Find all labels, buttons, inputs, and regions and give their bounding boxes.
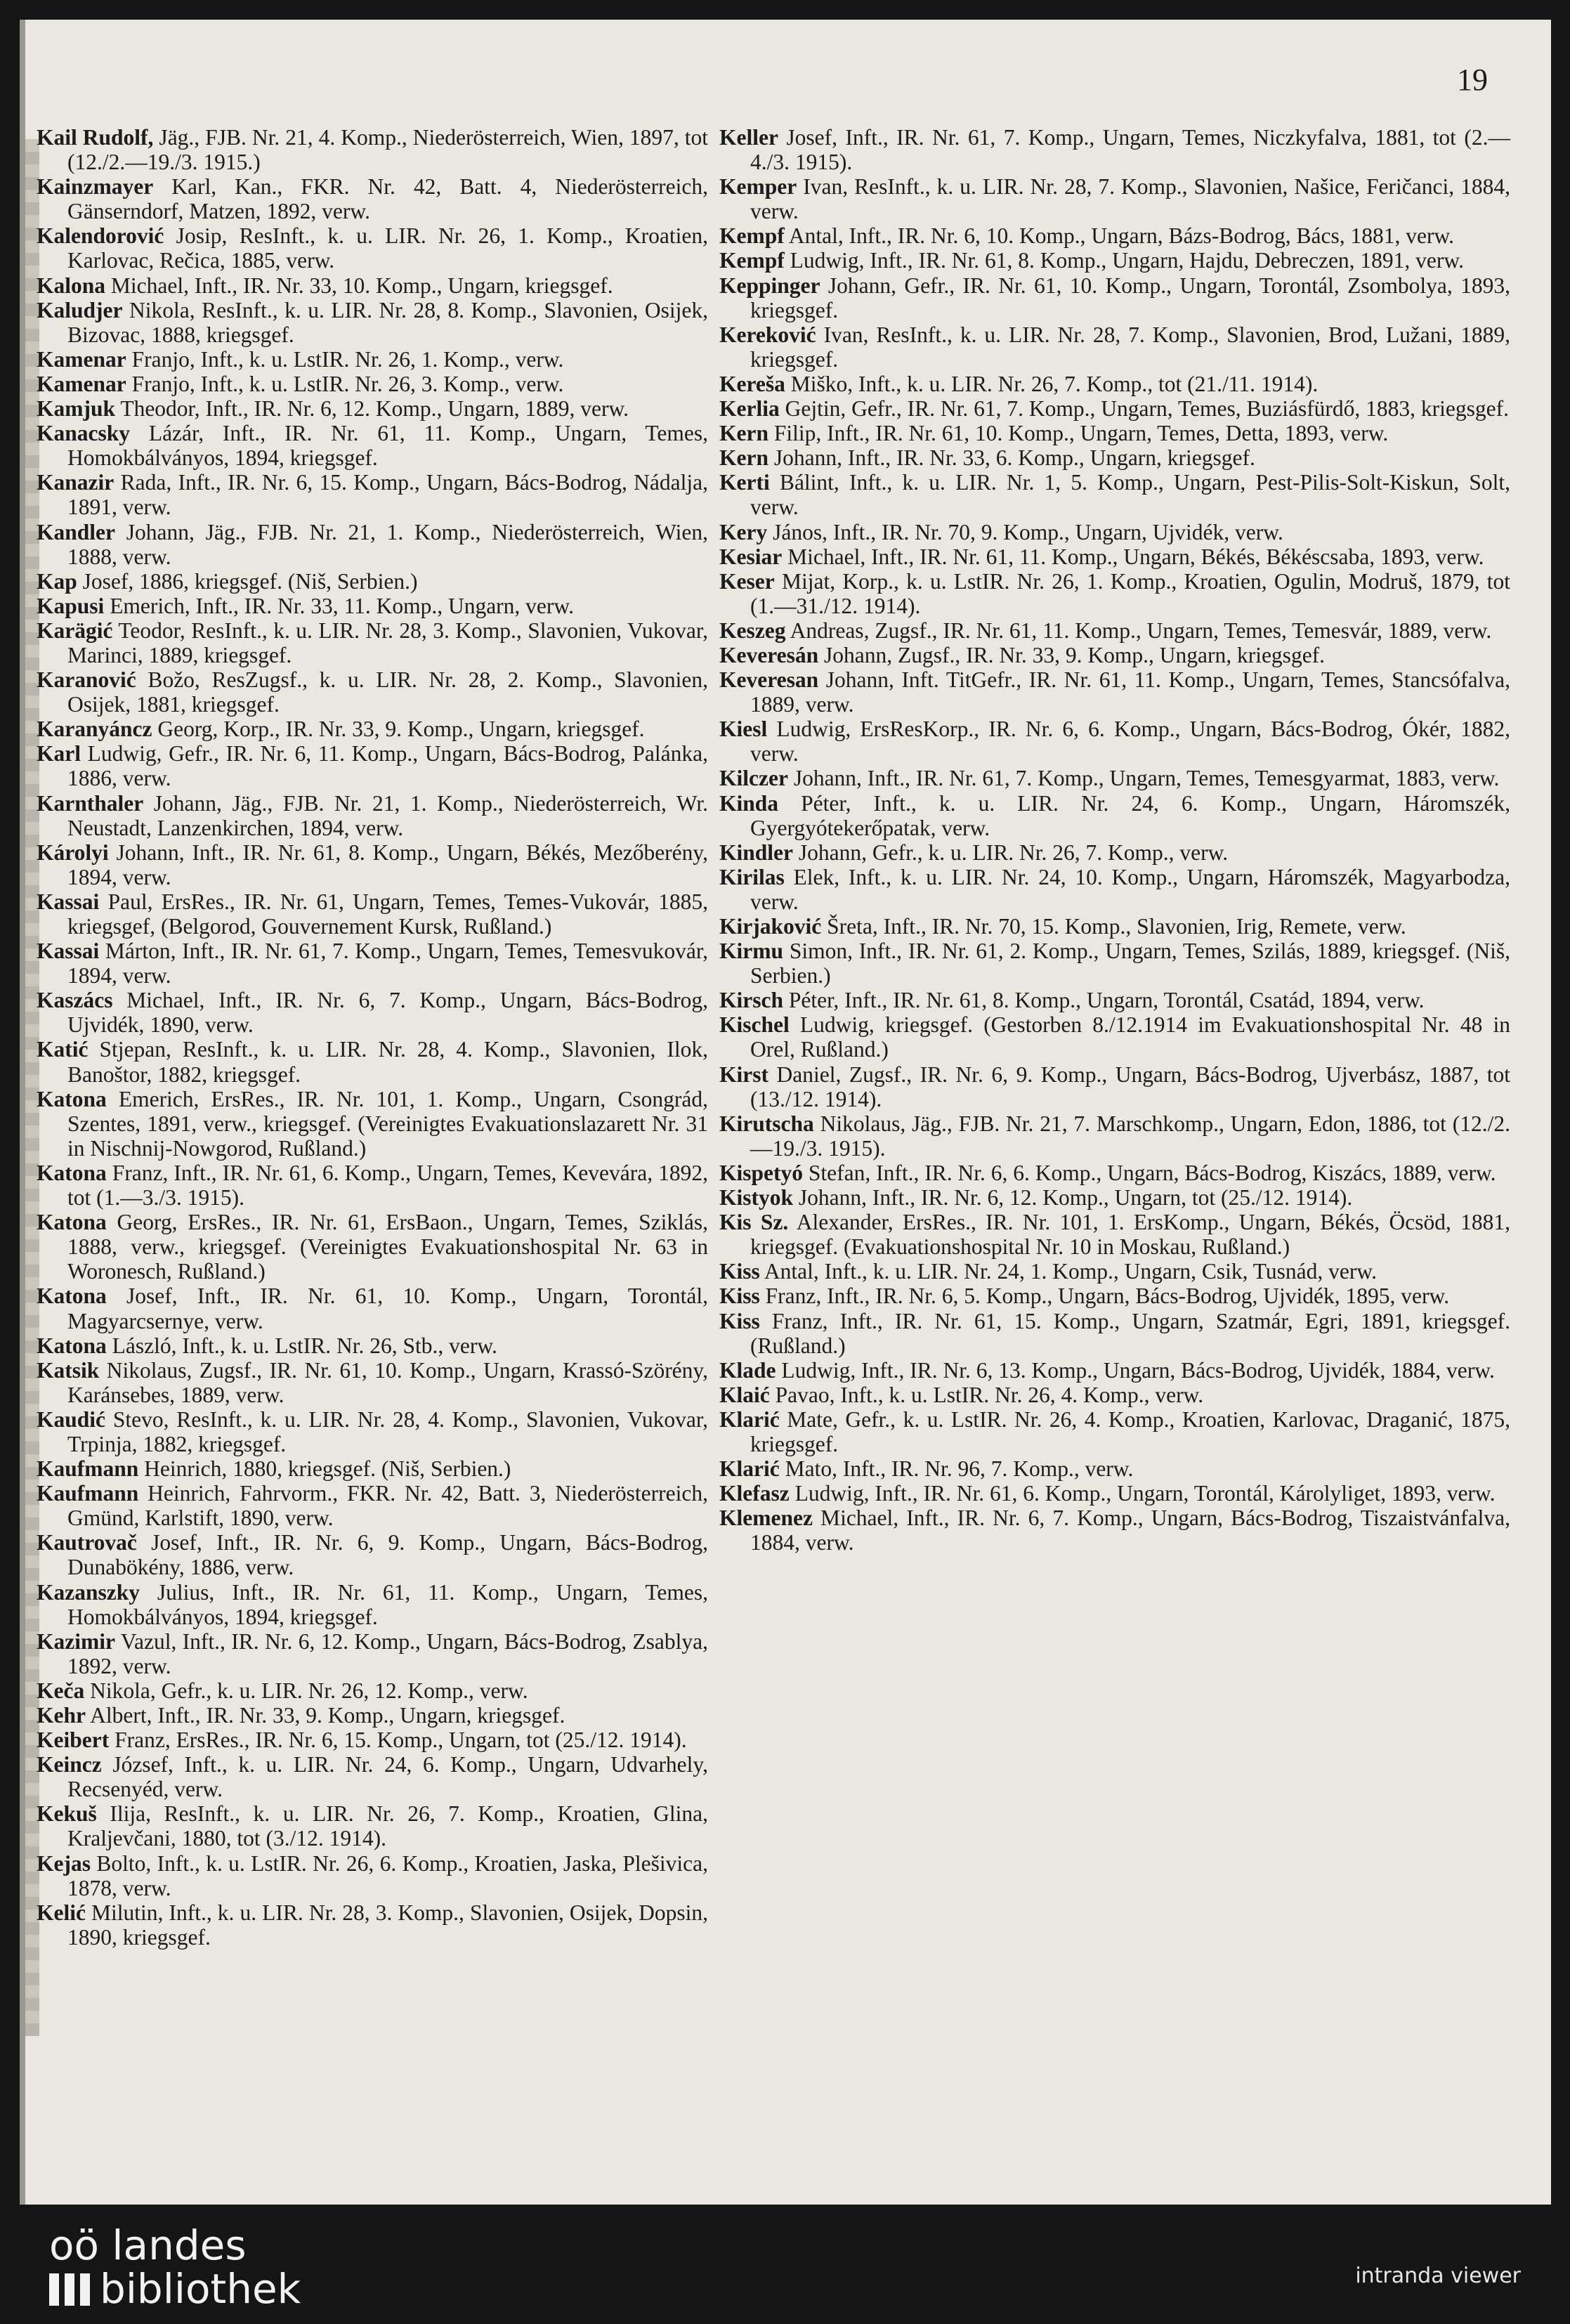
entry-surname: Katona [37, 1284, 107, 1309]
entry-details: Karl, Kan., FKR. Nr. 42, Batt. 4, Niederösterreich, Gänserndorf, Matzen, 1892, verw. [67, 174, 708, 224]
register-entry [37, 1801, 708, 1850]
register-entry [719, 445, 1510, 470]
entry-surname: Kirjaković [719, 914, 822, 939]
register-entry [719, 1012, 1510, 1062]
register-entry [719, 125, 1510, 174]
entry-surname: Kazanszky [37, 1579, 140, 1605]
entry-details: Emerich, Inft., IR. Nr. 33, 11. Komp., Ungarn, verw. [104, 593, 574, 618]
register-entry [719, 1062, 1510, 1111]
register-entry [37, 1087, 708, 1161]
entry-surname: Kazimir [37, 1628, 115, 1654]
entry-details: Johann, Inft., IR. Nr. 6, 12. Komp., Ungarn, tot (25./12. 1914). [793, 1185, 1353, 1210]
register-entry [37, 1481, 708, 1530]
entry-surname: Keser [719, 568, 775, 594]
entry-surname: Kerti [719, 470, 770, 495]
entry-surname: Kerlia [719, 396, 780, 422]
entry-details: Franz, Inft., IR. Nr. 61, 15. Komp., Ungarn, Szatmár, Egri, 1891, kriegsgef. (Rußland.) [750, 1308, 1510, 1358]
entry-surname: Keincz [37, 1752, 102, 1777]
entry-surname: Kelić [37, 1900, 86, 1925]
entry-details: Franz, Inft., IR. Nr. 6, 5. Komp., Ungarn, Bács-Bodrog, Ujvidék, 1895, verw. [759, 1284, 1450, 1309]
entry-surname: Katona [37, 1086, 107, 1111]
register-entry [719, 1210, 1510, 1259]
register-entry [37, 1900, 708, 1950]
entry-details: Ivan, ResInft., k. u. LIR. Nr. 28, 7. Komp., Slavonien, Našice, Feričanci, 1884, verw. [750, 174, 1510, 224]
entry-surname: Katona [37, 1160, 107, 1185]
entry-surname: Katsik [37, 1357, 100, 1383]
entry-surname: Kassai [37, 889, 100, 914]
entry-surname: Karägić [37, 618, 113, 643]
entry-surname: Kemper [719, 174, 797, 200]
entry-surname: Kamenar [37, 371, 126, 396]
entry-details: Stevo, ResInft., k. u. LIR. Nr. 28, 4. Komp., Slavonien, Vukovar, Trpinja, 1882, kriegsgef. [67, 1406, 708, 1456]
entry-details: Filip, Inft., IR. Nr. 61, 10. Komp., Ungarn, Temes, Detta, 1893, verw. [768, 421, 1389, 446]
entry-surname: Kehr [37, 1703, 86, 1728]
entry-details: Josef, 1886, kriegsgef. (Niš, Serbien.) [77, 568, 418, 594]
entry-details: Ludwig, kriegsgef. (Gestorben 8./12.1914 im Evakuationshospital Nr. 48 in Orel, Rußland.) [750, 1012, 1510, 1062]
entry-details: Jäg., FJB. Nr. 21, 4. Komp., Niederösterreich, Wien, 1897, tot (12./2.—19./3. 1915.) [67, 125, 708, 175]
entry-details: Franjo, Inft., k. u. LstIR. Nr. 26, 3. Komp., verw. [126, 371, 564, 396]
entry-details: Vazul, Inft., IR. Nr. 6, 12. Komp., Ungarn, Bács-Bodrog, Zsablya, 1892, verw. [67, 1628, 708, 1678]
entry-surname: Karanyáncz [37, 717, 152, 742]
entry-details: Nikola, Gefr., k. u. LIR. Nr. 26, 12. Komp., verw. [84, 1678, 528, 1703]
entry-details: Simon, Inft., IR. Nr. 61, 2. Komp., Ungarn, Temes, Szilás, 1889, kriegsgef. (Niš, Serbien.) [750, 939, 1510, 988]
register-entry [719, 1383, 1510, 1407]
register-entry [719, 1161, 1510, 1185]
entry-surname: Kaszács [37, 988, 113, 1013]
entry-surname: Kapusi [37, 593, 105, 618]
register-entry [719, 248, 1510, 273]
entry-details: Péter, Inft., k. u. LIR. Nr. 24, 6. Komp., Ungarn, Háromszék, Gyergyótekerőpatak, verw. [750, 790, 1510, 840]
entry-surname: Kiesl [719, 717, 768, 742]
entry-details: Teodor, ResInft., k. u. LIR. Nr. 28, 3. Komp., Slavonien, Vukovar, Marinci, 1889, kriegsgef. [67, 618, 708, 667]
entry-details: Johann, Jäg., FJB. Nr. 21, 1. Komp., Niederösterreich, Wien, 1888, verw. [67, 519, 708, 569]
register-entry [719, 1185, 1510, 1210]
entry-details: Johann, Inft., IR. Nr. 61, 8. Komp., Ungarn, Békés, Mezőberény, 1894, verw. [67, 840, 708, 889]
entry-details: Michael, Inft., IR. Nr. 6, 7. Komp., Ungarn, Bács-Bodrog, Tiszaistvánfalva, 1884, verw. [750, 1506, 1510, 1555]
register-entry [37, 1530, 708, 1579]
entry-surname: Kejas [37, 1850, 91, 1876]
entry-details: Božo, ResZugsf., k. u. LIR. Nr. 28, 2. Komp., Slavonien, Osijek, 1881, kriegsgef. [67, 667, 708, 717]
entry-details: László, Inft., k. u. LstIR. Nr. 26, Stb., verw. [106, 1333, 497, 1358]
entry-surname: Kiss [719, 1308, 760, 1333]
register-entry [719, 273, 1510, 322]
entry-details: Stefan, Inft., IR. Nr. 6, 6. Komp., Ungarn, Bács-Bodrog, Kiszács, 1889, verw. [803, 1160, 1496, 1185]
register-entry [719, 421, 1510, 445]
entry-surname: Kesiar [719, 544, 783, 569]
entry-details: Miško, Inft., k. u. LIR. Nr. 26, 7. Komp., tot (21./11. 1914). [785, 371, 1319, 396]
entry-surname: Károlyi [37, 840, 109, 865]
entry-surname: Keller [719, 125, 778, 150]
entry-details: Josef, Inft., IR. Nr. 6, 9. Komp., Ungarn, Bács-Bodrog, Dunabökény, 1886, verw. [67, 1530, 708, 1580]
register-entry [719, 667, 1510, 717]
logo-bars-icon [49, 2273, 94, 2306]
register-entry [37, 1407, 708, 1456]
register-entry [719, 618, 1510, 643]
entry-surname: Kereša [719, 371, 785, 396]
entry-surname: Klefasz [719, 1481, 790, 1506]
entry-surname: Keszeg [719, 618, 786, 643]
register-entry [719, 1506, 1510, 1555]
book-page [20, 20, 1551, 2205]
register-entry [37, 1210, 708, 1284]
entry-details: Milutin, Inft., k. u. LIR. Nr. 28, 3. Komp., Slavonien, Osijek, Dopsin, 1890, kriegsgef. [67, 1900, 708, 1950]
entry-surname: Kamenar [37, 346, 126, 372]
entry-surname: Kinda [719, 790, 779, 816]
register-entry [37, 520, 708, 569]
entry-surname: Katona [37, 1333, 107, 1358]
entry-surname: Kaudić [37, 1406, 106, 1432]
register-entry [719, 322, 1510, 372]
logo-line-2: bibliothek [100, 2265, 301, 2313]
register-entry [37, 1333, 708, 1358]
register-entry [37, 1728, 708, 1752]
entry-details: Andreas, Zugsf., IR. Nr. 61, 11. Komp., Ungarn, Temes, Temesvár, 1889, verw. [785, 618, 1492, 643]
entry-details: Julius, Inft., IR. Nr. 61, 11. Komp., Ungarn, Temes, Homokbálványos, 1894, kriegsgef. [67, 1579, 708, 1629]
entry-details: Johann, Gefr., IR. Nr. 61, 10. Komp., Ungarn, Torontál, Zsombolya, 1893, kriegsgef. [750, 273, 1510, 322]
entry-details: Elek, Inft., k. u. LIR. Nr. 24, 10. Komp., Ungarn, Háromszék, Magyarbodza, verw. [750, 864, 1510, 914]
entry-details: József, Inft., k. u. LIR. Nr. 24, 6. Komp., Ungarn, Udvarhely, Recsenyéd, verw. [67, 1752, 708, 1802]
entry-surname: Kirsch [719, 988, 783, 1013]
register-entry [37, 1678, 708, 1703]
register-entry [37, 939, 708, 988]
register-entry [37, 396, 708, 421]
entry-details: Šreta, Inft., IR. Nr. 70, 15. Komp., Slavonien, Irig, Remete, verw. [821, 914, 1406, 939]
entry-surname: Kery [719, 519, 768, 544]
register-entry [719, 1481, 1510, 1506]
register-entry [37, 889, 708, 939]
entry-details: Márton, Inft., IR. Nr. 61, 7. Komp., Ungarn, Temes, Temesvukovár, 1894, verw. [67, 939, 708, 988]
entry-surname: Keibert [37, 1728, 110, 1753]
entry-details: Ludwig, Inft., IR. Nr. 61, 8. Komp., Ungarn, Hajdu, Debreczen, 1891, verw. [784, 248, 1464, 273]
entry-details: Michael, Inft., IR. Nr. 6, 7. Komp., Ungarn, Bács-Bodrog, Ujvidék, 1890, verw. [67, 988, 708, 1038]
entry-surname: Kis Sz. [719, 1210, 789, 1235]
register-entry [719, 1284, 1510, 1308]
right-column [719, 125, 1510, 1555]
entry-surname: Kainzmayer [37, 174, 154, 200]
entry-surname: Kaufmann [37, 1456, 139, 1482]
entry-surname: Karl [37, 741, 81, 766]
register-entry [37, 273, 708, 298]
entry-details: Theodor, Inft., IR. Nr. 6, 12. Komp., Ungarn, 1889, verw. [115, 396, 629, 422]
entry-surname: Kiss [719, 1284, 760, 1309]
register-entry [719, 520, 1510, 544]
entry-surname: Kandler [37, 519, 116, 544]
register-entry [37, 667, 708, 717]
entry-details: Péter, Inft., IR. Nr. 61, 8. Komp., Ungarn, Torontál, Csatád, 1894, verw. [783, 988, 1425, 1013]
entry-surname: Keveresán [719, 642, 819, 667]
viewer-label: intranda viewer [1355, 2264, 1521, 2288]
entry-details: Stjepan, ResInft., k. u. LIR. Nr. 28, 4. Komp., Slavonien, Ilok, Banoštor, 1882, kriegsgef. [67, 1037, 708, 1087]
entry-details: Franz, ErsRes., IR. Nr. 6, 15. Komp., Ungarn, tot (25./12. 1914). [109, 1728, 687, 1753]
entry-surname: Kispetyó [719, 1160, 804, 1185]
entry-surname: Kaludjer [37, 297, 123, 322]
entry-surname: Keveresan [719, 667, 819, 693]
register-entry [37, 1456, 708, 1481]
register-entry [37, 1703, 708, 1728]
entry-details: Johann, Inft. TitGefr., IR. Nr. 61, 11. Komp., Ungarn, Temes, Stancsófalva, 1889, verw. [750, 667, 1510, 717]
entry-details: Heinrich, Fahrvorm., FKR. Nr. 42, Batt. 3, Niederösterreich, Gmünd, Karlstift, 1890, verw. [67, 1481, 708, 1531]
register-entry [719, 939, 1510, 988]
entry-surname: Kail Rudolf, [37, 125, 154, 150]
logo-line-1: oö landes [49, 2221, 247, 2269]
register-entry [719, 1111, 1510, 1161]
entry-details: Ludwig, Inft., IR. Nr. 6, 13. Komp., Ungarn, Bács-Bodrog, Ujvidék, 1884, verw. [776, 1357, 1495, 1383]
register-entry [37, 174, 708, 223]
entry-details: Antal, Inft., k. u. LIR. Nr. 24, 1. Komp., Ungarn, Csik, Tusnád, verw. [759, 1259, 1377, 1284]
register-entry [719, 396, 1510, 421]
register-entry [719, 1456, 1510, 1481]
register-entry [37, 840, 708, 889]
entry-details: Paul, ErsRes., IR. Nr. 61, Ungarn, Temes, Temes-Vukovár, 1885, kriegsgef, (Belgorod, Gouvernement Kursk, Rußland.) [67, 889, 708, 939]
entry-surname: Kereković [719, 322, 816, 347]
register-entry [37, 1284, 708, 1333]
register-entry [719, 1309, 1510, 1358]
register-entry [719, 1407, 1510, 1456]
register-entry [719, 569, 1510, 618]
register-entry [719, 766, 1510, 790]
entry-surname: Kanazir [37, 470, 115, 495]
register-entry [37, 791, 708, 840]
entry-details: Rada, Inft., IR. Nr. 6, 15. Komp., Ungarn, Bács-Bodrog, Nádalja, 1891, verw. [67, 470, 708, 520]
register-entry [37, 125, 708, 174]
entry-surname: Klarić [719, 1456, 780, 1482]
entry-surname: Kiss [719, 1259, 760, 1284]
register-entry [719, 1259, 1510, 1284]
register-entry [719, 372, 1510, 396]
entry-surname: Kirst [719, 1062, 768, 1087]
entry-details: Michael, Inft., IR. Nr. 61, 11. Komp., Ungarn, Békés, Békéscsaba, 1893, verw. [782, 544, 1484, 569]
page-number: 19 [1457, 63, 1488, 97]
register-entry [719, 223, 1510, 248]
entry-surname: Kalendorović [37, 223, 164, 249]
entry-details: Georg, ErsRes., IR. Nr. 61, ErsBaon., Ungarn, Temes, Sziklás, 1888, verw., kriegsgef. (Vereinigtes Evakuationshospital Nr. 63 in Woronesch, Rußland.) [67, 1210, 708, 1284]
register-entry [37, 470, 708, 519]
left-column [37, 125, 708, 1950]
entry-details: Johann, Jäg., FJB. Nr. 21, 1. Komp., Niederösterreich, Wr. Neustadt, Lanzenkirchen, 1894, verw. [67, 790, 708, 840]
entry-details: Josef, Inft., IR. Nr. 61, 10. Komp., Ungarn, Torontál, Magyarcsernye, verw. [67, 1284, 708, 1333]
register-entry [719, 643, 1510, 667]
entry-details: Albert, Inft., IR. Nr. 33, 9. Komp., Ungarn, kriegsgef. [85, 1703, 565, 1728]
library-logo [49, 2221, 301, 2313]
entry-surname: Kirilas [719, 864, 785, 889]
entry-details: Johann, Inft., IR. Nr. 61, 7. Komp., Ungarn, Temes, Temesgyarmat, 1883, verw. [787, 766, 1500, 791]
entry-surname: Klade [719, 1357, 776, 1383]
register-entry [719, 914, 1510, 939]
register-entry [37, 1629, 708, 1678]
entry-details: Ivan, ResInft., k. u. LIR. Nr. 28, 7. Komp., Slavonien, Brod, Lužani, 1889, kriegsgef. [750, 322, 1510, 372]
entry-surname: Kischel [719, 1012, 790, 1038]
register-entry [37, 988, 708, 1037]
entry-details: Michael, Inft., IR. Nr. 33, 10. Komp., Ungarn, kriegsgef. [105, 273, 613, 298]
register-entry [37, 1161, 708, 1210]
register-entry [719, 470, 1510, 519]
register-entry [37, 1851, 708, 1900]
entry-surname: Kern [719, 421, 768, 446]
entry-details: Josip, ResInft., k. u. LIR. Nr. 26, 1. Komp., Kroatien, Karlovac, Rečica, 1885, verw. [67, 223, 708, 273]
register-entry [37, 1358, 708, 1407]
entry-details: Ludwig, Gefr., IR. Nr. 6, 11. Komp., Ungarn, Bács-Bodrog, Palánka, 1886, verw. [67, 741, 708, 791]
entry-details: Ludwig, ErsResKorp., IR. Nr. 6, 6. Komp., Ungarn, Bács-Bodrog, Ókér, 1882, verw. [750, 717, 1510, 766]
register-entry [37, 372, 708, 396]
entry-details: Bálint, Inft., k. u. LIR. Nr. 1, 5. Komp., Ungarn, Pest-Pilis-Solt-Kiskun, Solt, verw. [750, 470, 1510, 520]
register-entry [719, 544, 1510, 569]
entry-details: Franjo, Inft., k. u. LstIR. Nr. 26, 1. Komp., verw. [126, 346, 564, 372]
entry-surname: Karnthaler [37, 790, 144, 816]
entry-details: Mijat, Korp., k. u. LstIR. Nr. 26, 1. Komp., Kroatien, Ogulin, Modruš, 1879, tot (1.—31./12. 1914). [750, 568, 1510, 618]
entry-surname: Kistyok [719, 1185, 794, 1210]
entry-surname: Kirutscha [719, 1111, 814, 1136]
register-entry [719, 840, 1510, 865]
entry-details: Josef, Inft., IR. Nr. 61, 7. Komp., Ungarn, Temes, Niczkyfalva, 1881, tot (2.—4./3. 1915). [750, 125, 1510, 175]
register-entry [37, 1580, 708, 1629]
entry-details: Daniel, Zugsf., IR. Nr. 6, 9. Komp., Ungarn, Bács-Bodrog, Ujverbász, 1887, tot (13./12. 1914). [750, 1062, 1510, 1111]
entry-details: Georg, Korp., IR. Nr. 33, 9. Komp., Ungarn, kriegsgef. [152, 717, 645, 742]
entry-details: Franz, Inft., IR. Nr. 61, 6. Komp., Ungarn, Temes, Kevevára, 1892, tot (1.—3./3. 1915). [67, 1160, 708, 1210]
register-entry [37, 421, 708, 470]
register-entry [37, 1037, 708, 1086]
entry-surname: Kanacsky [37, 421, 131, 446]
register-entry [37, 741, 708, 790]
entry-surname: Kekuš [37, 1801, 97, 1827]
entry-details: Mate, Gefr., k. u. LstIR. Nr. 26, 4. Komp., Kroatien, Karlovac, Draganić, 1875, kriegsgef. [750, 1406, 1510, 1456]
entry-surname: Keppinger [719, 273, 820, 298]
entry-details: János, Inft., IR. Nr. 70, 9. Komp., Ungarn, Ujvidék, verw. [767, 519, 1283, 544]
register-entry [37, 347, 708, 372]
entry-details: Johann, Inft., IR. Nr. 33, 6. Komp., Ungarn, kriegsgef. [768, 445, 1255, 471]
entry-details: Gejtin, Gefr., IR. Nr. 61, 7. Komp., Ungarn, Temes, Buziásfürdő, 1883, kriegsgef. [779, 396, 1510, 422]
entry-surname: Klaić [719, 1382, 770, 1407]
register-entry [37, 717, 708, 741]
entry-surname: Kassai [37, 939, 100, 964]
entry-surname: Karanović [37, 667, 136, 693]
register-entry [719, 988, 1510, 1012]
entry-details: Bolto, Inft., k. u. LstIR. Nr. 26, 6. Komp., Kroatien, Jaska, Plešivica, 1878, verw. [67, 1850, 708, 1900]
entry-surname: Kern [719, 445, 768, 471]
entry-details: Heinrich, 1880, kriegsgef. (Niš, Serbien.) [138, 1456, 511, 1482]
entry-surname: Kilczer [719, 766, 788, 791]
entry-surname: Keča [37, 1678, 85, 1703]
register-entry [719, 717, 1510, 766]
register-entry [719, 1358, 1510, 1383]
register-entry [719, 174, 1510, 223]
entry-details: Johann, Gefr., k. u. LIR. Nr. 26, 7. Komp., verw. [793, 840, 1229, 865]
register-entry [37, 1752, 708, 1801]
entry-surname: Kindler [719, 840, 794, 865]
entry-surname: Katić [37, 1037, 89, 1062]
entry-surname: Kempf [719, 223, 785, 249]
entry-details: Ludwig, Inft., IR. Nr. 61, 6. Komp., Ungarn, Torontál, Károlyliget, 1893, verw. [789, 1481, 1496, 1506]
entry-details: Emerich, ErsRes., IR. Nr. 101, 1. Komp., Ungarn, Csongrád, Szentes, 1891, verw., kriegsgef. (Vereinigtes Evakuationslazarett Nr. 31 in Nischnij-Nowgorod, Rußland.) [67, 1086, 708, 1161]
entry-details: Pavao, Inft., k. u. LstIR. Nr. 26, 4. Komp., verw. [769, 1382, 1204, 1407]
entry-surname: Kaufmann [37, 1481, 139, 1506]
entry-details: Nikola, ResInft., k. u. LIR. Nr. 28, 8. Komp., Slavonien, Osijek, Bizovac, 1888, kriegsgef. [67, 297, 708, 347]
entry-details: Mato, Inft., IR. Nr. 96, 7. Komp., verw. [779, 1456, 1134, 1482]
entry-surname: Kalona [37, 273, 106, 298]
entry-surname: Kap [37, 568, 77, 594]
entry-details: Ilija, ResInft., k. u. LIR. Nr. 26, 7. Komp., Kroatien, Glina, Kraljevčani, 1880, tot (3./12. 1914). [67, 1801, 708, 1851]
register-entry [37, 594, 708, 618]
register-entry [37, 298, 708, 347]
entry-details: Antal, Inft., IR. Nr. 6, 10. Komp., Ungarn, Bázs-Bodrog, Bács, 1881, verw. [784, 223, 1455, 249]
register-entry [37, 569, 708, 594]
entry-details: Nikolaus, Zugsf., IR. Nr. 61, 10. Komp., Ungarn, Krassó-Szörény, Karánsebes, 1889, verw. [67, 1357, 708, 1407]
register-entry [37, 223, 708, 273]
entry-surname: Katona [37, 1210, 107, 1235]
entry-details: Lázár, Inft., IR. Nr. 61, 11. Komp., Ungarn, Temes, Homokbálványos, 1894, kriegsgef. [67, 421, 708, 471]
entry-surname: Klarić [719, 1406, 780, 1432]
entry-surname: Kamjuk [37, 396, 116, 422]
entry-surname: Kempf [719, 248, 785, 273]
entry-surname: Klemenez [719, 1506, 813, 1531]
entry-surname: Kautrovač [37, 1530, 137, 1555]
register-entry [719, 865, 1510, 914]
entry-details: Johann, Zugsf., IR. Nr. 33, 9. Komp., Ungarn, kriegsgef. [818, 642, 1326, 667]
register-entry [719, 791, 1510, 840]
entry-surname: Kirmu [719, 939, 783, 964]
register-entry [37, 618, 708, 667]
entry-details: Nikolaus, Jäg., FJB. Nr. 21, 7. Marschkomp., Ungarn, Edon, 1886, tot (12./2.—19./3. 1915). [750, 1111, 1510, 1161]
entry-details: Alexander, ErsRes., IR. Nr. 101, 1. ErsKomp., Ungarn, Békés, Öcsöd, 1881, kriegsgef. (Evakuationshospital Nr. 10 in Moskau, Rußland.) [750, 1210, 1511, 1260]
